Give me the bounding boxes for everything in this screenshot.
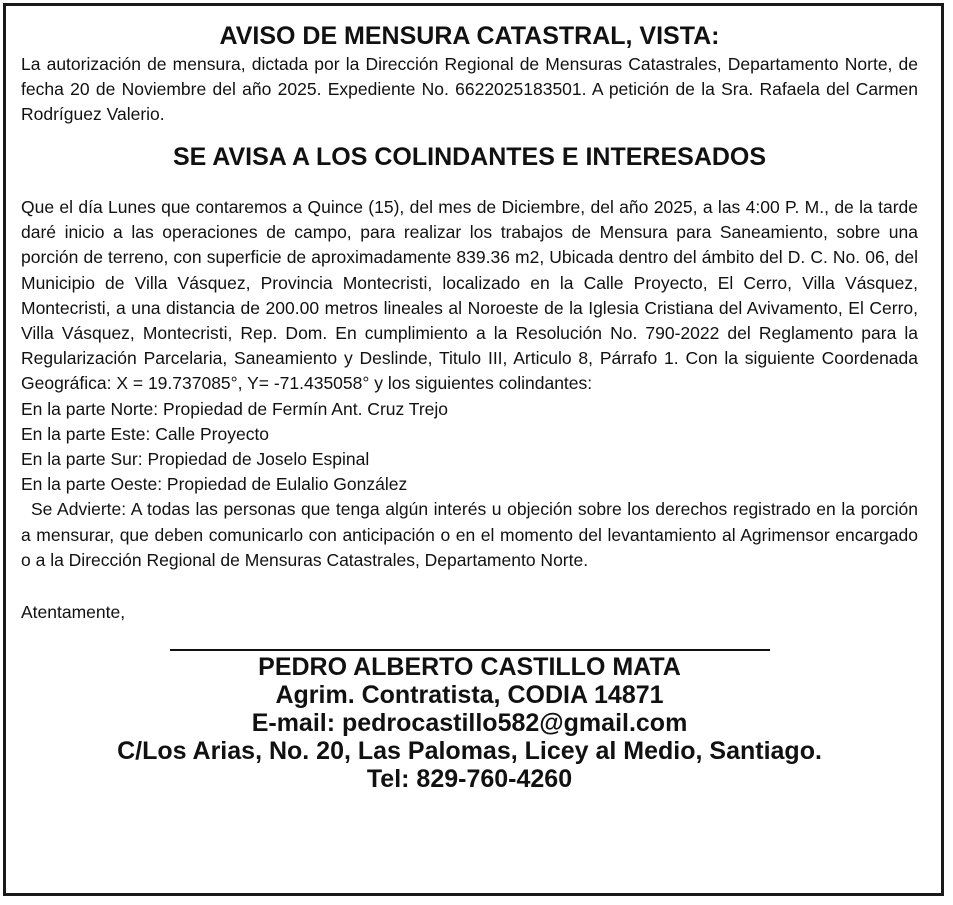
boundary-north: En la parte Norte: Propiedad de Fermín Ant. Cruz Trejo — [21, 398, 449, 419]
notice-intro: La autorización de mensura, dictada por la Dirección Regional de Mensuras Catastrales, Departamento Norte, de fecha 20 de Noviembre del año 2025. Expediente No. 6622025183501. A petición de la Sra. Rafaela del Carmen Rodríguez Valerio. — [21, 54, 918, 124]
boundary-east: En la parte Este: Calle Proyecto — [21, 423, 270, 444]
boundary-south: En la parte Sur: Propiedad de Joselo Espinal — [21, 449, 370, 470]
notice-content — [21, 20, 918, 793]
signature-line — [170, 649, 770, 651]
signer-role: Agrim. Contratista, CODIA 14871 — [275, 681, 664, 710]
signer-phone: Tel: 829-760-4260 — [366, 765, 573, 794]
notice-subtitle: SE AVISA A LOS COLINDANTES E INTERESADOS — [172, 143, 767, 171]
boundary-west: En la parte Oeste: Propiedad de Eulalio González — [21, 474, 408, 495]
notice-body: Que el día Lunes que contaremos a Quince (15), del mes de Diciembre, del año 2025, a las 4:00 P. M., de la tarde daré inicio a las operaciones de campo, para realizar los trabajos de Mensura para Saneamiento, sobre una porción de terreno, con superficie de aproximadamente 839.36 m2, Ubicada dentro del ámbito del D. C. No. 06, del Municipio de Villa Vásquez, Provincia Montecristi, localizado en la Calle Proyecto, El Cerro, Villa Vásquez, Montecristi, a una distancia de 200.00 metros lineales al Noroeste de la Iglesia Cristiana del Avivamento, El Cerro, Villa Vásquez, Montecristi, Rep. Dom. En cumplimiento a la Resolución No. 790-2022 del Reglamento para la Regularización Parcelaria, Saneamiento y Deslinde, Titulo III, Articulo 8, Párrafo 1. Con la siguiente Coordenada Geográfica: X = 19.737085°, Y= -71.435058° y los siguientes colindantes: — [21, 197, 918, 394]
closing-salutation: Atentamente, — [21, 602, 126, 623]
signer-address: C/Los Arias, No. 20, Las Palomas, Licey al Medio, Santiago. — [117, 737, 822, 766]
signer-name: PEDRO ALBERTO CASTILLO MATA — [258, 653, 681, 682]
signer-email: E-mail: pedrocastillo582@gmail.com — [251, 709, 688, 738]
notice-warning: Se Advierte: A todas las personas que tenga algún interés u objeción sobre los derechos registrado en la porción a mensurar, que deben comunicarlo con anticipación o en el momento del levantamiento al Agrimensor encargado o a la Dirección Regional de Mensuras Catastrales, Departamento Norte. — [21, 499, 918, 570]
notice-title: AVISO DE MENSURA CATASTRAL, VISTA: — [219, 22, 720, 50]
